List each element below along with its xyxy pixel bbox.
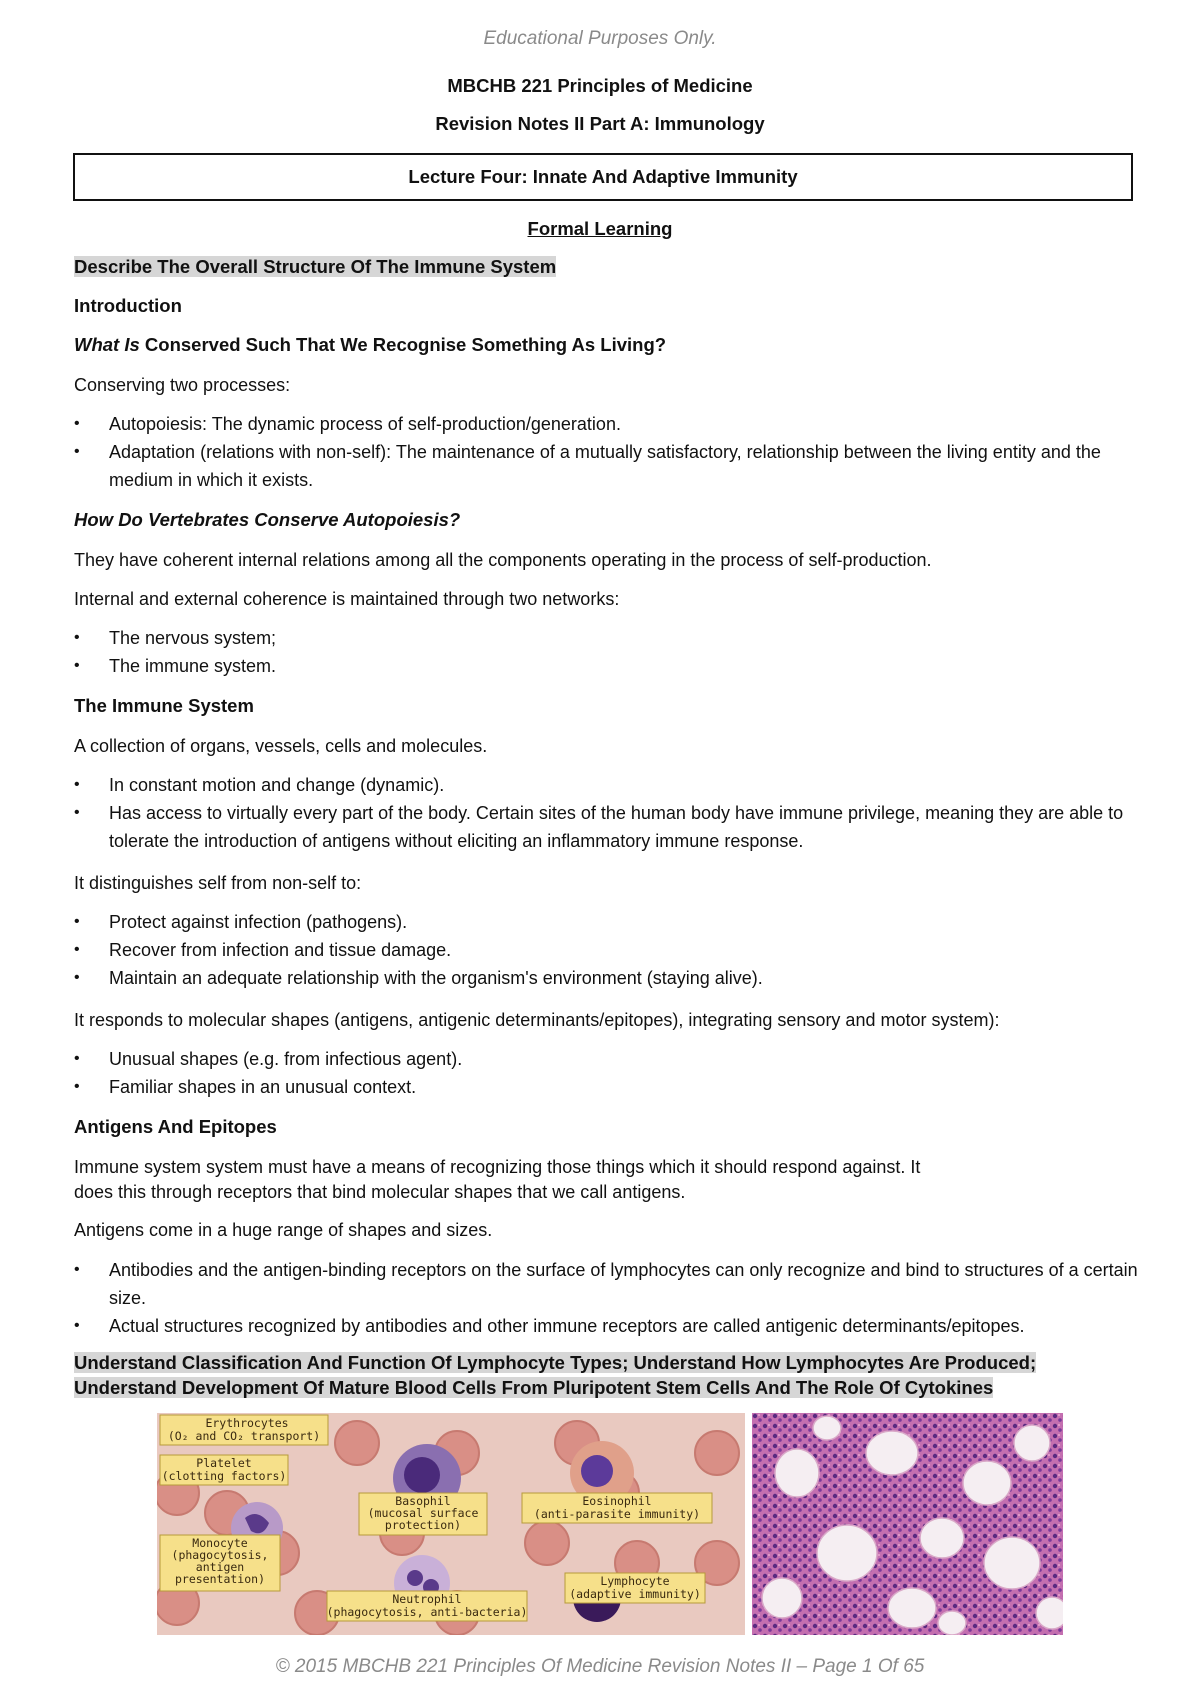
svg-text:Basophil: Basophil [395, 1494, 451, 1508]
svg-text:Lymphocyte: Lymphocyte [600, 1574, 670, 1588]
paragraph: A collection of organs, vessels, cells and molecules. [74, 736, 488, 756]
svg-text:Erythrocytes: Erythrocytes [205, 1416, 289, 1430]
course-title: MBCHB 221 Principles of Medicine [447, 75, 753, 96]
bullet-list-shapes [74, 1045, 1138, 1101]
list-item: • Maintain an adequate relationship with the organism's environment (staying alive). [74, 964, 1138, 992]
svg-text:(phagocytosis,: (phagocytosis, [171, 1548, 269, 1562]
svg-text:Neutrophil: Neutrophil [392, 1592, 462, 1606]
svg-text:Monocyte: Monocyte [192, 1536, 248, 1550]
paragraph: does this through receptors that bind molecular shapes that we call antigens. [74, 1182, 686, 1202]
paragraph: Immune system system must have a means of recognizing those things which it should respond against. It [74, 1157, 921, 1177]
watermark: Educational Purposes Only. [483, 28, 717, 49]
paragraph: It responds to molecular shapes (antigens, antigenic determinants/epitopes), integrating sensory and motor system): [74, 1010, 1000, 1030]
list-item: • Actual structures recognized by antibodies and other immune receptors are called antigenic determinants/epitopes. [74, 1312, 1138, 1340]
list-item: • The nervous system; [74, 624, 1138, 652]
blood-cells-figure [157, 1413, 745, 1635]
heading-lymphocytes: Understand Classification And Function Of Lymphocyte Types; Understand How Lymphocytes Are Produced; [74, 1352, 1037, 1373]
page-footer: © 2015 MBCHB 221 Principles Of Medicine Revision Notes II – Page 1 Of 65 [275, 1656, 925, 1677]
list-item: • Unusual shapes (e.g. from infectious agent). [74, 1045, 1138, 1073]
bullet-list-antibodies [74, 1256, 1138, 1340]
document-subtitle: Revision Notes II Part A: Immunology [435, 113, 765, 134]
list-item: • Recover from infection and tissue damage. [74, 936, 1138, 964]
list-item: • Familiar shapes in an unusual context. [74, 1073, 1138, 1101]
bullet-list-immune [74, 771, 1138, 855]
bullet-list-autopoiesis [74, 410, 1138, 494]
question-conserved: What Is Conserved Such That We Recognise Something As Living? [74, 334, 667, 355]
svg-text:(mucosal surface: (mucosal surface [367, 1506, 479, 1520]
bullet-list-self [74, 908, 1138, 992]
paragraph: Conserving two processes: [74, 375, 291, 395]
lecture-title: Lecture Four: Innate And Adaptive Immunity [408, 166, 798, 187]
heading-introduction: Introduction [74, 295, 182, 316]
svg-text:Eosinophil: Eosinophil [582, 1494, 652, 1508]
list-item: • Adaptation (relations with non-self): The maintenance of a mutually satisfactory, relationship between the living entity and the medium in which it exists. [74, 438, 1138, 494]
paragraph: Antigens come in a huge range of shapes and sizes. [74, 1220, 493, 1240]
svg-text:presentation): presentation) [174, 1572, 266, 1586]
svg-text:(adaptive immunity): (adaptive immunity) [569, 1587, 701, 1601]
svg-text:(clotting factors): (clotting factors) [161, 1469, 287, 1483]
heading-development: Understand Development Of Mature Blood Cells From Pluripotent Stem Cells And The Role Of Cytokines [74, 1377, 994, 1398]
svg-text:(O₂ and CO₂ transport): (O₂ and CO₂ transport) [167, 1429, 321, 1443]
svg-text:Platelet: Platelet [196, 1456, 252, 1470]
list-item: • Protect against infection (pathogens). [74, 908, 1138, 936]
lecture-title-box [73, 153, 1133, 201]
section-title: Formal Learning [527, 218, 673, 239]
list-item: • Antibodies and the antigen-binding receptors on the surface of lymphocytes can only recognize and bind to structures of a certain size. [74, 1256, 1138, 1312]
heading-immune-system: The Immune System [74, 695, 254, 716]
paragraph: Internal and external coherence is maintained through two networks: [74, 589, 620, 609]
heading-structure: Describe The Overall Structure Of The Immune System [74, 256, 557, 277]
bone-marrow-histology [752, 1413, 1063, 1635]
list-item: • In constant motion and change (dynamic). [74, 771, 1138, 799]
question-vertebrates: How Do Vertebrates Conserve Autopoiesis? [74, 509, 461, 530]
paragraph: It distinguishes self from non-self to: [74, 873, 362, 893]
svg-text:(anti-parasite immunity): (anti-parasite immunity) [533, 1507, 701, 1521]
bullet-list-networks [74, 624, 1138, 680]
heading-antigens: Antigens And Epitopes [74, 1116, 277, 1137]
list-item: • Autopoiesis: The dynamic process of self-production/generation. [74, 410, 1138, 438]
list-item: • Has access to virtually every part of the body. Certain sites of the human body have immune privilege, meaning they are able to tolerate the introduction of antigens without eliciting an inflammatory immune response. [74, 799, 1138, 855]
svg-text:antigen: antigen [195, 1560, 245, 1574]
paragraph: They have coherent internal relations among all the components operating in the process of self-production. [74, 550, 932, 570]
svg-text:(phagocytosis, anti-bacteria): (phagocytosis, anti-bacteria) [326, 1605, 528, 1619]
list-item: • The immune system. [74, 652, 1138, 680]
svg-text:protection): protection) [384, 1518, 462, 1532]
